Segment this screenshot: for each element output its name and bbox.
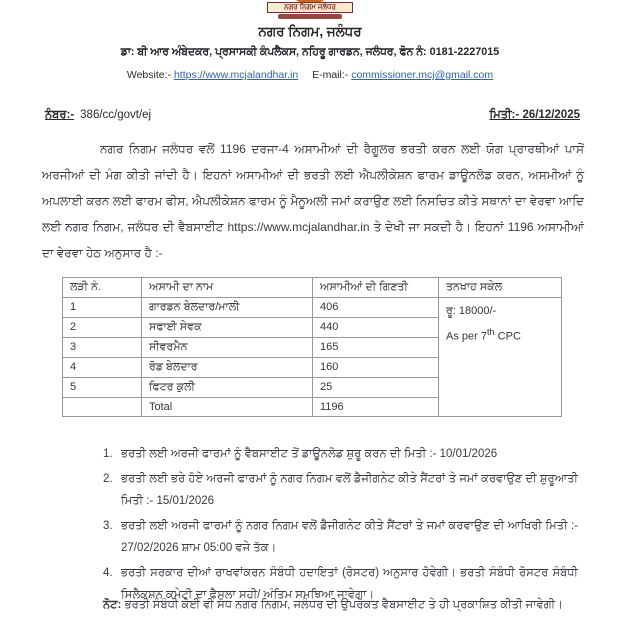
- note-text: ਭਰਤੀ ਸੰਬੰਧੀ ਕੋਈ ਵੀ ਸੋਧ ਨਗਰ ਨਿਗਮ, ਜਲੰਧਰ ਦੀ ਉਪਰੋਕਤ ਵੈਬਸਾਈਟ ਤੇ ਹੀ ਪ੍ਰਕਾਸ਼ਿਤ ਕੀਤੀ ਜਾਵੇਗੀ।: [121, 599, 563, 611]
- cell-sno: 3: [63, 338, 142, 358]
- cell-count: 165: [313, 338, 439, 358]
- paragraph-text-2: ਤੇ ਦੇਖੀ ਜਾ ਸਕਦੀ ਹੈ। ਇਹਨਾਂ 1196 ਅਸਾਮੀਆਂ ਦਾ ਵੇਰਵਾ ਹੇਠ ਅਨੁਸਾਰ ਹੈ :-: [42, 220, 584, 260]
- list-item-number: 2.: [103, 473, 113, 485]
- reference-number-label: ਨੰਬਰ:-: [45, 109, 75, 121]
- cell-post: ਸਫਾਈ ਸੇਵਕ: [142, 318, 313, 338]
- header-pay-scale: ਤਨਖਾਹ ਸਕੇਲ: [439, 278, 562, 298]
- reference-date-value: 26/12/2025: [522, 109, 580, 121]
- list-item-number: 3.: [103, 520, 113, 532]
- list-item: [103, 443, 578, 465]
- cell-sno: 1: [63, 298, 142, 318]
- intro-paragraph: [42, 136, 584, 266]
- list-item-number: 1.: [103, 448, 113, 460]
- paragraph-text-1: ਨਗਰ ਨਿਗਮ ਜਲੰਧਰ ਵਲੋਂ 1196 ਦਰਜਾ-4 ਅਸਾਮੀਆਂ ਦੀ ਰੈਗੂਲਰ ਭਰਤੀ ਕਰਨ ਲਈ ਯੋਗ ਪ੍ਰਾਰਥੀਆਂ ਪਾਸੋਂ ਅਰਜੀਆਂ ਦੀ ਮੰਗ ਕੀਤੀ ਜਾਂਦੀ ਹੈ। ਇਹਨਾਂ ਅਸਾਮੀਆਂ ਦੀ ਭਰਤੀ ਲਈ ਐਪਲੀਕੇਸ਼ਨ ਫਾਰਮ ਡਾਊਨਲੋਡ ਕਰਨ, ਅਸਮੀਆਂ ਨੂੰ ਅਪਲਾਈ ਕਰਨ ਲਈ ਫਾਰਮ ਫੀਸ, ਐਪਲੀਕੇਸ਼ਨ ਫਾਰਮ ਨੂੰ ਮੈਨੂਅਲੀ ਜਮਾਂ ਕਰਾਉਣ ਲਈ ਨਿਸਚਿਤ ਕੀਤੇ ਸਥਾਨਾਂ ਦਾ ਵੇਰਵਾ ਆਦਿ ਲਈ ਨਗਰ ਨਿਗਮ, ਜਲੰਧਰ ਦੀ ਵੈਬਸਾਈਟ: [42, 142, 584, 234]
- cell-post: ਫਿਟਰ ਕੁਲੀ: [142, 378, 313, 398]
- cell-post: ਗਾਰਡਨ ਬੇਲਦਾਰ/ਮਾਲੀ: [142, 298, 313, 318]
- cell-total-label: Total: [142, 398, 313, 417]
- emblem-banner-text: ਨਗਰ ਨਿਗਮ ਜਲੰਧਰ: [267, 2, 353, 13]
- email-label: E-mail:-: [312, 69, 349, 81]
- vacancies-table: [62, 277, 562, 417]
- cell-count: 406: [313, 298, 439, 318]
- cell-sno: 4: [63, 358, 142, 378]
- cell-pay-scale: [439, 298, 562, 417]
- cell-sno-empty: [63, 398, 142, 417]
- pay-scale-amount: ਰੂ: 18000/-: [446, 305, 497, 317]
- reference-number-value: 386/cc/govt/ej: [80, 109, 152, 121]
- cell-count: 25: [313, 378, 439, 398]
- pay-scale-cpc: As per 7th CPC: [446, 327, 521, 343]
- list-item-text: ਭਰਤੀ ਸਰਕਾਰ ਦੀਆਂ ਰਾਖਵਾਂਕਰਨ ਸੰਬੰਧੀ ਹਦਾਇਤਾਂ (ਰੋਸਟਰ) ਅਨੁਸਾਰ ਹੋਵੇਗੀ। ਭਰਤੀ ਸੰਬੰਧੀ ਰੋਸਟਰ ਸੰਬੰਧੀ ਸਿਲੈਕਸ਼ਨ ਕਮੇਟੀ ਦਾ ਫੈਸਲਾ ਸਹੀ/ ਅੰਤਿਮ ਸਮਝਿਆ ਜਾਵੇਗਾ।: [121, 567, 578, 601]
- emblem-tagline-strip: [278, 14, 342, 19]
- cell-total-value: 1196: [313, 398, 439, 417]
- list-item-text: ਭਰਤੀ ਲਈ ਅਰਜੀ ਫਾਰਮਾਂ ਨੂੰ ਵੈਬਸਾਈਟ ਤੋਂ ਡਾਊਨਲੋਡ ਸ਼ੁਰੂ ਕਰਨ ਦੀ ਮਿਤੀ :- 10/01/2026: [121, 448, 498, 460]
- paragraph-website-url: https://www.mcjalandhar.in: [227, 220, 370, 234]
- header-serial-no: ਲੜੀ ਨੰ.: [63, 278, 142, 298]
- list-item-text: ਭਰਤੀ ਲਈ ਅਰਜੀ ਫਾਰਮਾਂ ਨੂੰ ਨਗਰ ਨਿਗਮ ਵਲੋਂ ਡੈਜੀਗਨੇਟ ਕੀਤੇ ਸੈਂਟਰਾਂ ਤੇ ਜਮਾਂ ਕਰਵਾਉਣ ਦੀ ਆਖਿਰੀ ਮਿਤੀ :- 27/02/2026 ਸ਼ਾਮ 05:00 ਵਜੇ ਤੱਕ।: [121, 520, 578, 554]
- cell-count: 440: [313, 318, 439, 338]
- note-label: ਨੋਟ:: [103, 599, 122, 611]
- footer-note: [103, 594, 578, 616]
- reference-date-label: ਮਿਤੀ:-: [489, 109, 520, 121]
- list-item-number: 4.: [103, 567, 113, 579]
- reference-number: [45, 109, 151, 122]
- reference-line: [45, 109, 580, 122]
- cell-post: ਰੋਡ ਬੇਲਦਾਰ: [142, 358, 313, 378]
- cell-sno: 5: [63, 378, 142, 398]
- org-title: ਨਗਰ ਨਿਗਮ, ਜਲੰਧਰ: [258, 24, 362, 39]
- cell-count: 160: [313, 358, 439, 378]
- reference-date: [489, 109, 580, 122]
- email-link[interactable]: commissioner.mcj@gmail.com: [351, 69, 494, 81]
- header-post-count: ਅਸਾਮੀਆਂ ਦੀ ਗਿਣਤੀ: [313, 278, 439, 298]
- website-label: Website:-: [126, 69, 172, 81]
- list-item-text: ਭਰਤੀ ਲਈ ਭਰੇ ਹੋਏ ਅਰਜੀ ਫਾਰਮਾਂ ਨੂੰ ਨਗਰ ਨਿਗਮ ਵਲੋਂ ਡੈਜੀਗਨੇਟ ਕੀਤੇ ਸੈਂਟਰਾਂ ਤੇ ਜਮਾਂ ਕਰਵਾਉਣ ਦੀ ਸ਼ੁਰੂਆਤੀ ਮਿਤੀ :- 15/01/2026: [121, 473, 578, 507]
- list-item: [103, 515, 578, 559]
- header-post-name: ਅਸਾਮੀ ਦਾ ਨਾਮ: [142, 278, 313, 298]
- website-link[interactable]: https://www.mcjalandhar.in: [173, 69, 299, 81]
- cell-sno: 2: [63, 318, 142, 338]
- table-header-row: [63, 278, 562, 298]
- table-row: [63, 298, 562, 318]
- contact-line: [0, 69, 620, 81]
- list-item: [103, 468, 578, 512]
- address-line: ਡਾ: ਬੀ ਆਰ ਅੰਬੇਦਕਰ, ਪ੍ਰਸਾਸਕੀ ਕੰਪਲੈਕਸ, ਨਹਿਰੂ ਗਾਰਡਨ, ਜਲੰਧਰ, ਫੋਨ ਨੰ: 0181-2227015: [120, 46, 500, 58]
- cell-post: ਸੀਵਰਮੈਨ: [142, 338, 313, 358]
- municipal-emblem-logo: [267, 0, 353, 22]
- notice-points-list: [103, 443, 578, 609]
